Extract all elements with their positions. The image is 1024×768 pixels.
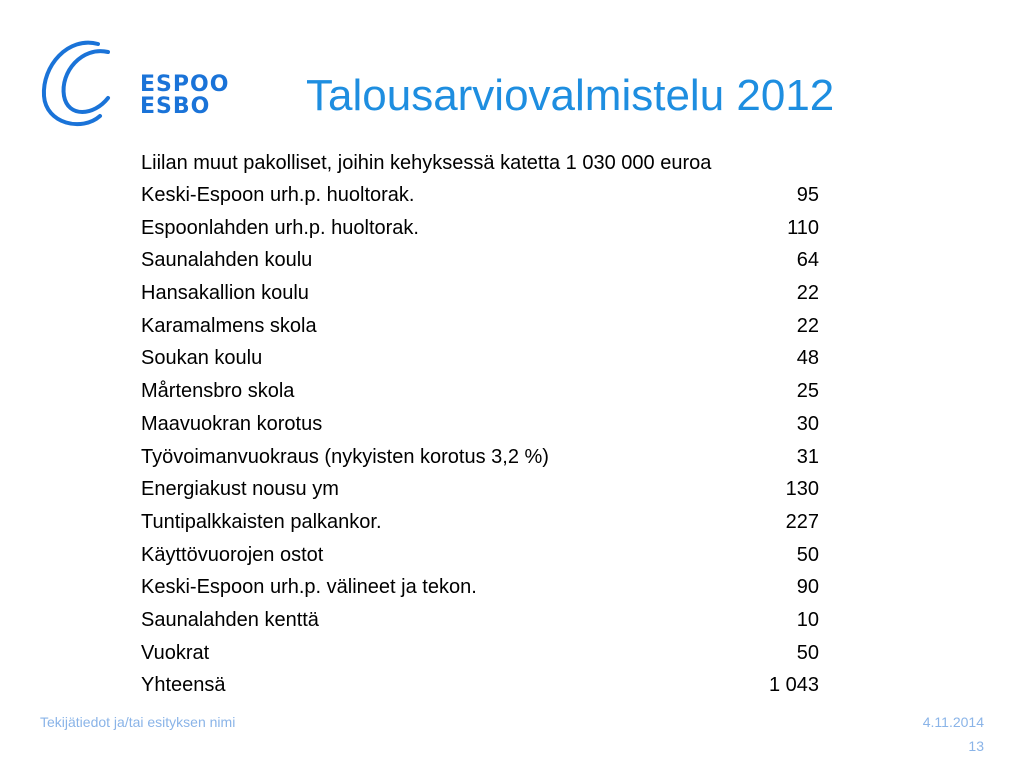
budget-row-label: Yhteensä	[141, 674, 226, 697]
budget-row	[141, 377, 819, 410]
budget-row-value: 48	[796, 347, 819, 370]
logo-line-esbo: ESBO	[140, 94, 211, 119]
budget-row-label: Soukan koulu	[141, 347, 263, 370]
budget-row	[141, 246, 819, 279]
budget-row-value: 110	[787, 216, 819, 239]
budget-row-label: Energiakust nousu ym	[141, 478, 339, 501]
budget-row-value: 95	[796, 184, 819, 206]
budget-row-label: Tuntipalkkaisten palkankor.	[141, 510, 382, 533]
budget-row-value: 31	[796, 445, 819, 468]
budget-row-value: 25	[796, 380, 819, 403]
budget-row-label: Keski-Espoon urh.p. välineet ja tekon.	[141, 576, 477, 599]
page-number: 13	[968, 738, 984, 754]
budget-row-label: Keski-Espoon urh.p. huoltorak.	[141, 184, 415, 206]
budget-row	[141, 508, 819, 541]
budget-row-value: 50	[796, 543, 819, 566]
budget-row-value: 1 043	[768, 674, 819, 697]
budget-row	[141, 279, 819, 312]
budget-row	[141, 181, 819, 214]
budget-row-label: Espoonlahden urh.p. huoltorak.	[141, 216, 419, 239]
budget-row-label: Karamalmens skola	[141, 314, 317, 337]
budget-row	[141, 475, 819, 508]
espoo-logo	[38, 36, 238, 136]
budget-row-label: Vuokrat	[141, 641, 210, 664]
budget-row-label: Mårtensbro skola	[141, 380, 295, 403]
budget-row	[141, 443, 819, 476]
budget-row-value: 22	[796, 282, 819, 305]
budget-row-value: 30	[796, 412, 819, 435]
budget-row-value: 64	[796, 249, 819, 272]
budget-row	[141, 639, 819, 672]
budget-row-label: Käyttövuorojen ostot	[141, 543, 324, 566]
logo-line-espoo: ESPOO	[140, 72, 230, 97]
logo-wordmark	[140, 74, 229, 118]
budget-row	[141, 573, 819, 606]
budget-row-value: 50	[796, 641, 819, 664]
budget-row	[141, 606, 819, 639]
budget-row-label: Saunalahden koulu	[141, 249, 313, 272]
budget-row	[141, 541, 819, 574]
budget-row	[141, 410, 819, 443]
budget-row-value: 10	[796, 608, 819, 631]
budget-row-label: Työvoimanvuokraus (nykyisten korotus 3,2 %)	[141, 445, 549, 468]
budget-row-label: Maavuokran korotus	[141, 412, 323, 435]
budget-row-label: Saunalahden kenttä	[141, 608, 319, 631]
budget-row	[141, 214, 819, 247]
footer-date: 4.11.2014	[922, 714, 984, 730]
budget-row-value: 90	[796, 576, 819, 599]
budget-row	[141, 671, 819, 704]
budget-row	[141, 344, 819, 377]
budget-row	[141, 312, 819, 345]
budget-row-value: 130	[785, 478, 819, 501]
footer-author: Tekijätiedot ja/tai esityksen nimi	[40, 714, 236, 730]
budget-list	[141, 181, 819, 704]
intro-text: Liilan muut pakolliset, joihin kehyksessä katetta 1 030 000 euroa	[141, 152, 712, 174]
budget-row-value: 227	[785, 510, 819, 533]
espoo-swirl-icon	[38, 36, 118, 136]
budget-row-label: Hansakallion koulu	[141, 282, 309, 305]
budget-row-value: 22	[796, 314, 819, 337]
slide-title: Talousarviovalmistelu 2012	[306, 71, 835, 120]
